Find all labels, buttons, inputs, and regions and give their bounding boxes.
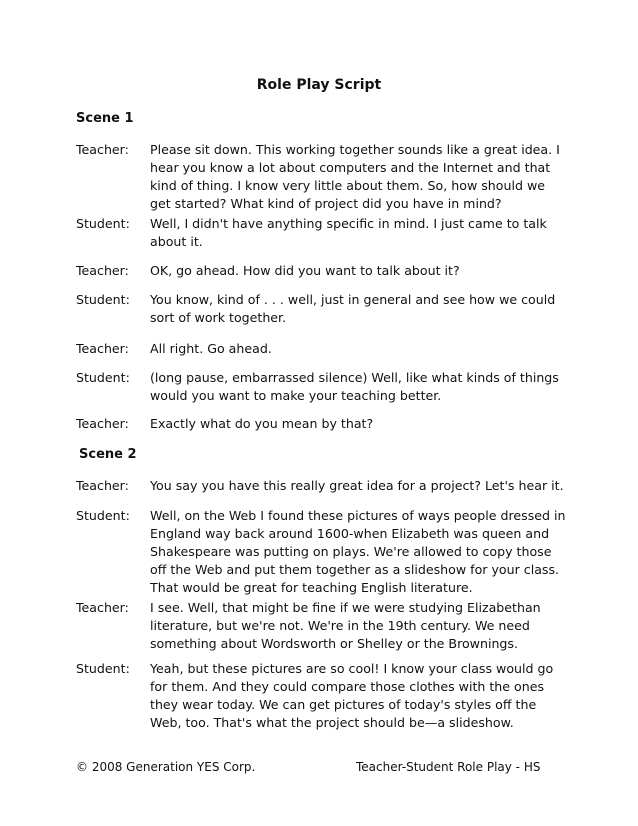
dialogue-line xyxy=(76,415,576,433)
dialogue-text: Yeah, but these pictures are so cool! I know your class would go for them. And they could compare those clothes with the ones they wear today. We can get pictures of today's styles off the Web, too. That's what the project should be—a slideshow. xyxy=(150,661,554,730)
scene-2-heading: Scene 2 xyxy=(79,447,137,462)
speaker-label: Teacher: xyxy=(76,478,129,493)
dialogue-line xyxy=(76,477,576,495)
dialogue-text: I see. Well, that might be fine if we were studying Elizabethan literature, but we're not. We're in the 19th century. We need something about Wordsworth or Shelley or the Brownings. xyxy=(150,600,541,651)
page-title: Role Play Script xyxy=(256,77,382,93)
scene-1-heading: Scene 1 xyxy=(76,111,134,126)
dialogue-text: Well, on the Web I found these pictures of ways people dressed in England way back around 1600-when Elizabeth was queen and Shakespeare was putting on plays. We're allowed to copy those off the Web and put them together as a slideshow for your class. That would be great for teaching English literature. xyxy=(150,508,566,595)
dialogue-text: You say you have this really great idea for a project? Let's hear it. xyxy=(150,478,564,493)
dialogue-line xyxy=(76,369,576,405)
dialogue-line xyxy=(76,291,576,327)
speaker-label: Student: xyxy=(76,508,130,523)
speaker-label: Teacher: xyxy=(76,416,129,431)
footer-document-name: Teacher-Student Role Play - HS xyxy=(356,760,541,774)
speaker-label: Teacher: xyxy=(76,263,129,278)
speaker-label: Teacher: xyxy=(76,600,129,615)
speaker-label: Student: xyxy=(76,216,130,231)
speaker-label: Student: xyxy=(76,292,130,307)
dialogue-line xyxy=(76,340,576,358)
dialogue-text: Please sit down. This working together sounds like a great idea. I hear you know a lot about computers and the Internet and that kind of thing. I know very little about them. So, how should we get started? What kind of project did you have in mind? xyxy=(150,142,560,211)
speaker-label: Teacher: xyxy=(76,341,129,356)
dialogue-text: (long pause, embarrassed silence) Well, like what kinds of things would you want to make your teaching better. xyxy=(150,370,559,403)
speaker-label: Student: xyxy=(76,661,130,676)
dialogue-line xyxy=(76,262,576,280)
dialogue-line xyxy=(76,507,576,597)
dialogue-line xyxy=(76,660,576,732)
dialogue-line xyxy=(76,215,576,251)
dialogue-line xyxy=(76,141,576,213)
dialogue-line xyxy=(76,599,576,653)
speaker-label: Teacher: xyxy=(76,142,129,157)
speaker-label: Student: xyxy=(76,370,130,385)
dialogue-text: Exactly what do you mean by that? xyxy=(150,416,374,431)
footer-copyright: © 2008 Generation YES Corp. xyxy=(76,760,256,774)
dialogue-text: OK, go ahead. How did you want to talk about it? xyxy=(150,263,460,278)
dialogue-text: Well, I didn't have anything specific in mind. I just came to talk about it. xyxy=(150,216,547,249)
dialogue-text: All right. Go ahead. xyxy=(150,341,272,356)
dialogue-text: You know, kind of . . . well, just in general and see how we could sort of work together. xyxy=(150,292,556,325)
